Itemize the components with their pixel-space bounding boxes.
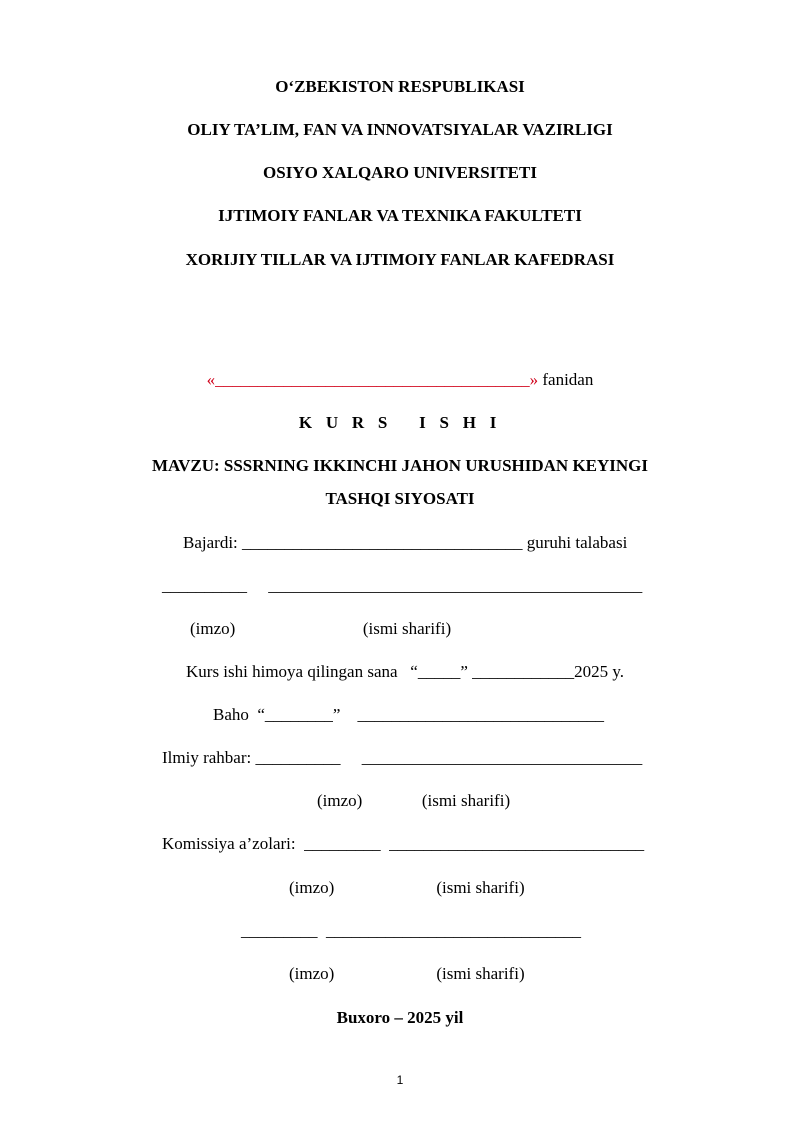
- page-number: 1: [396, 1073, 404, 1087]
- commission-caption-1: (imzo) (ismi sharifi): [289, 878, 525, 897]
- subject-suffix: fanidan: [538, 370, 594, 389]
- topic-line-1: MAVZU: SSSRNING IKKINCHI JAHON URUSHIDAN KEYINGI: [151, 456, 649, 475]
- commission-caption-2: (imzo) (ismi sharifi): [289, 964, 525, 983]
- student-signature-caption: (imzo) (ismi sharifi): [190, 619, 452, 638]
- student-signature-line: __________ ____________________________________________: [162, 576, 643, 595]
- faculty-heading: IJTIMOIY FANLAR VA TEXNIKA FAKULTETI: [218, 206, 582, 225]
- subject-line: [0, 370, 800, 390]
- supervisor-caption: (imzo) (ismi sharifi): [317, 791, 511, 810]
- topic-line-2: TASHQI SIYOSATI: [325, 489, 475, 508]
- work-type-title: K U R S I S H I: [298, 413, 502, 432]
- country-heading: O‘ZBEKISTON RESPUBLIKASI: [275, 77, 525, 96]
- defense-date-line: Kurs ishi himoya qilingan sana “_____” ____________2025 y.: [186, 662, 625, 681]
- department-heading: XORIJIY TILLAR VA IJTIMOIY FANLAR KAFEDRASI: [185, 250, 615, 269]
- place-year: Buxoro – 2025 yil: [336, 1008, 464, 1027]
- supervisor-line: Ilmiy rahbar: __________ _________________________________: [162, 748, 643, 767]
- ministry-heading: OLIY TA’LIM, FAN VA INNOVATSIYALAR VAZIRLIGI: [187, 120, 613, 139]
- commission-signature-line-2: _________ ______________________________: [241, 921, 581, 940]
- grade-line: Baho “________” _____________________________: [213, 705, 604, 724]
- subject-open-quote: «: [206, 370, 216, 389]
- subject-close-quote: »: [529, 370, 539, 389]
- commission-line: Komissiya a’zolari: _________ ______________________________: [162, 834, 645, 853]
- university-heading: OSIYO XALQARO UNIVERSITETI: [263, 163, 537, 182]
- subject-blank: _____________________________________: [215, 370, 530, 389]
- performer-line: Bajardi: _________________________________ guruhi talabasi: [183, 533, 628, 552]
